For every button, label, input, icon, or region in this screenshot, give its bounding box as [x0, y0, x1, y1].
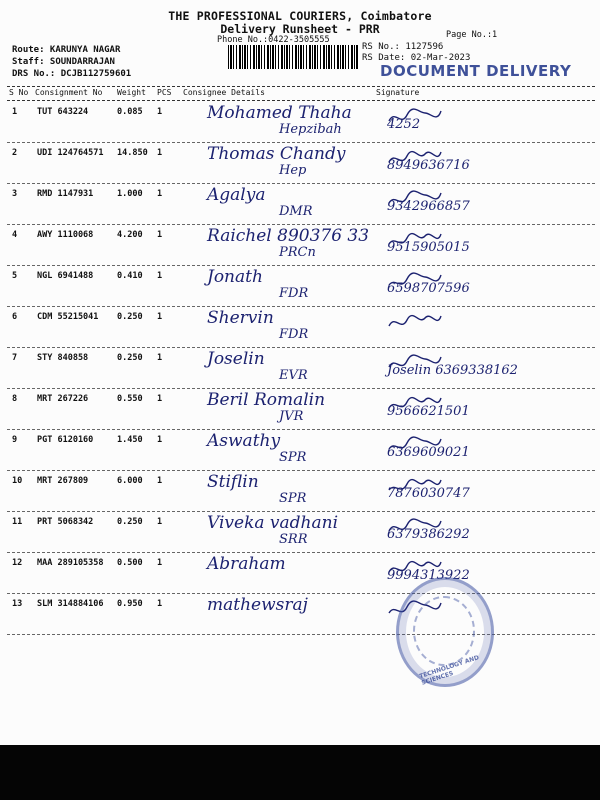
- row-sno: 10: [12, 476, 23, 486]
- signature-scribble: [385, 310, 445, 334]
- page-number: Page No.:1: [446, 30, 498, 40]
- col-sno: S No: [9, 88, 29, 97]
- row-signature-number: 9994313922: [387, 568, 470, 583]
- row-pcs: 1: [157, 271, 163, 281]
- row-consignee-name: Abraham: [207, 554, 286, 574]
- document-delivery-stamp: DOCUMENT DELIVERY: [380, 62, 572, 80]
- table-row: [7, 183, 595, 225]
- row-consignee-name: Joselin: [207, 349, 265, 369]
- row-consignment: MRT 267226: [37, 394, 89, 404]
- table-row: [7, 429, 595, 471]
- row-pcs: 1: [157, 353, 163, 363]
- row-consignment: UDI 124764571: [37, 148, 104, 158]
- row-sno: 6: [12, 312, 18, 322]
- row-pcs: 1: [157, 558, 163, 568]
- row-consignee-area: SRR: [279, 532, 308, 547]
- rs-number: RS No.: 1127596: [362, 42, 444, 52]
- row-sno: 5: [12, 271, 18, 281]
- signature-scribble: [385, 474, 445, 498]
- row-consignee-area: SPR: [279, 450, 307, 465]
- table-row: [7, 552, 595, 594]
- signature-scribble: [385, 146, 445, 170]
- phone-number: Phone No.:0422-3505555: [217, 35, 330, 45]
- col-weight: Weight: [117, 88, 146, 97]
- scan-bottom-border: [0, 745, 600, 800]
- row-signature-number: 9342966857: [387, 199, 470, 214]
- row-consignee-name: Jonath: [207, 267, 263, 287]
- row-pcs: 1: [157, 394, 163, 404]
- row-sno: 3: [12, 189, 18, 199]
- row-sno: 8: [12, 394, 18, 404]
- row-consignee-area: Hep: [279, 163, 307, 178]
- row-consignee-area: FDR: [279, 286, 309, 301]
- row-consignee-area: FDR: [279, 327, 309, 342]
- row-consignment: STY 840858: [37, 353, 89, 363]
- row-consignee-name: Viveka vadhani: [207, 513, 339, 533]
- row-consignment: CDM 55215041: [37, 312, 99, 322]
- row-weight: 0.950: [117, 599, 143, 609]
- row-consignee-name: Raichel 890376 33: [207, 226, 370, 246]
- row-sno: 13: [12, 599, 23, 609]
- table-row: [7, 224, 595, 266]
- row-consignee-name: Shervin: [207, 308, 274, 328]
- row-consignee-area: Hepzibah: [279, 122, 342, 137]
- signature-scribble: [385, 392, 445, 416]
- row-consignee-name: Stiflin: [207, 472, 259, 492]
- row-consignment: MRT 267809: [37, 476, 89, 486]
- row-signature-number: 9566621501: [387, 404, 470, 419]
- row-weight: 0.085: [117, 107, 143, 117]
- row-consignee-area: PRCn: [279, 245, 316, 260]
- route-text: Route: KARUNYA NAGAR: [12, 45, 121, 55]
- row-weight: 0.250: [117, 517, 143, 527]
- table-row: [7, 593, 595, 635]
- row-consignee-area: EVR: [279, 368, 308, 383]
- table-row: [7, 101, 595, 143]
- company-title: THE PROFESSIONAL COURIERS, Coimbatore: [168, 9, 432, 23]
- row-consignee-area: DMR: [279, 204, 313, 219]
- row-weight: 0.250: [117, 353, 143, 363]
- row-consignment: PGT 6120160: [37, 435, 94, 445]
- signature-scribble: [385, 515, 445, 539]
- signature-scribble: [385, 187, 445, 211]
- row-pcs: 1: [157, 230, 163, 240]
- col-consignment: Consignment No: [35, 88, 103, 97]
- table-row: [7, 470, 595, 512]
- table-row: [7, 511, 595, 553]
- row-signature-number: 4252: [387, 117, 421, 132]
- row-pcs: 1: [157, 435, 163, 445]
- row-signature-number: 6369609021: [387, 445, 470, 460]
- row-consignment: PRT 5068342: [37, 517, 94, 527]
- row-weight: 1.000: [117, 189, 143, 199]
- signature-scribble: [385, 228, 445, 252]
- seal-inner-ring: [413, 596, 475, 666]
- row-weight: 0.250: [117, 312, 143, 322]
- row-signature-number: Joselin 6369338162: [387, 363, 518, 378]
- row-consignment: TUT 643224: [37, 107, 89, 117]
- barcode-image: [228, 45, 358, 69]
- row-consignment: SLM 314884106: [37, 599, 104, 609]
- staff-text: Staff: SOUNDARRAJAN: [12, 57, 115, 67]
- rs-date: RS Date: 02-Mar-2023: [362, 53, 471, 63]
- row-consignment: MAA 289105358: [37, 558, 104, 568]
- signature-scribble: [385, 351, 445, 375]
- row-consignee-name: Aswathy: [207, 431, 281, 451]
- row-consignee-name: Beril Romalin: [207, 390, 326, 410]
- table-row: [7, 388, 595, 430]
- row-pcs: 1: [157, 312, 163, 322]
- col-pcs: PCS: [157, 88, 172, 97]
- column-header-row: [7, 86, 595, 101]
- row-sno: 1: [12, 107, 18, 117]
- row-consignment: NGL 6941488: [37, 271, 94, 281]
- row-weight: 14.850: [117, 148, 148, 158]
- table-row: [7, 142, 595, 184]
- drs-number: DRS No.: DCJB112759601: [12, 69, 132, 79]
- institution-seal: [396, 577, 494, 687]
- runsheet-title: Delivery Runsheet - PRR: [220, 22, 380, 36]
- row-sno: 11: [12, 517, 23, 527]
- row-weight: 4.200: [117, 230, 143, 240]
- signature-scribble: [385, 105, 445, 129]
- row-weight: 6.000: [117, 476, 143, 486]
- row-pcs: 1: [157, 599, 163, 609]
- row-weight: 0.410: [117, 271, 143, 281]
- row-consignee-name: Thomas Chandy: [207, 144, 346, 164]
- row-signature-number: 9515905015: [387, 240, 470, 255]
- table-row: [7, 306, 595, 348]
- row-signature-number: 8949636716: [387, 158, 470, 173]
- row-consignment: AWY 1110068: [37, 230, 94, 240]
- signature-scribble: [385, 556, 445, 580]
- table-row: [7, 265, 595, 307]
- row-signature-number: 7876030747: [387, 486, 470, 501]
- row-consignee-area: SPR: [279, 491, 307, 506]
- row-sno: 4: [12, 230, 18, 240]
- col-consignee: Consignee Details: [183, 88, 265, 97]
- row-pcs: 1: [157, 517, 163, 527]
- row-sno: 2: [12, 148, 18, 158]
- row-consignee-name: Mohamed Thaha: [207, 103, 352, 123]
- col-signature: Signature: [376, 88, 420, 97]
- row-signature-number: 6379386292: [387, 527, 470, 542]
- row-consignee-name: mathewsraj: [207, 595, 308, 615]
- row-consignee-name: Agalya: [207, 185, 266, 205]
- row-sno: 7: [12, 353, 18, 363]
- seal-text: TECHNOLOGY AND SCIENCES: [418, 654, 481, 687]
- row-sno: 12: [12, 558, 23, 568]
- row-pcs: 1: [157, 476, 163, 486]
- table-row: [7, 347, 595, 389]
- row-pcs: 1: [157, 148, 163, 158]
- row-weight: 1.450: [117, 435, 143, 445]
- row-signature-number: 6598707596: [387, 281, 470, 296]
- signature-scribble: [385, 269, 445, 293]
- row-consignee-area: JVR: [279, 409, 304, 424]
- row-weight: 0.550: [117, 394, 143, 404]
- row-weight: 0.500: [117, 558, 143, 568]
- row-sno: 9: [12, 435, 18, 445]
- row-pcs: 1: [157, 189, 163, 199]
- row-pcs: 1: [157, 107, 163, 117]
- signature-scribble: [385, 433, 445, 457]
- row-consignment: RMD 1147931: [37, 189, 94, 199]
